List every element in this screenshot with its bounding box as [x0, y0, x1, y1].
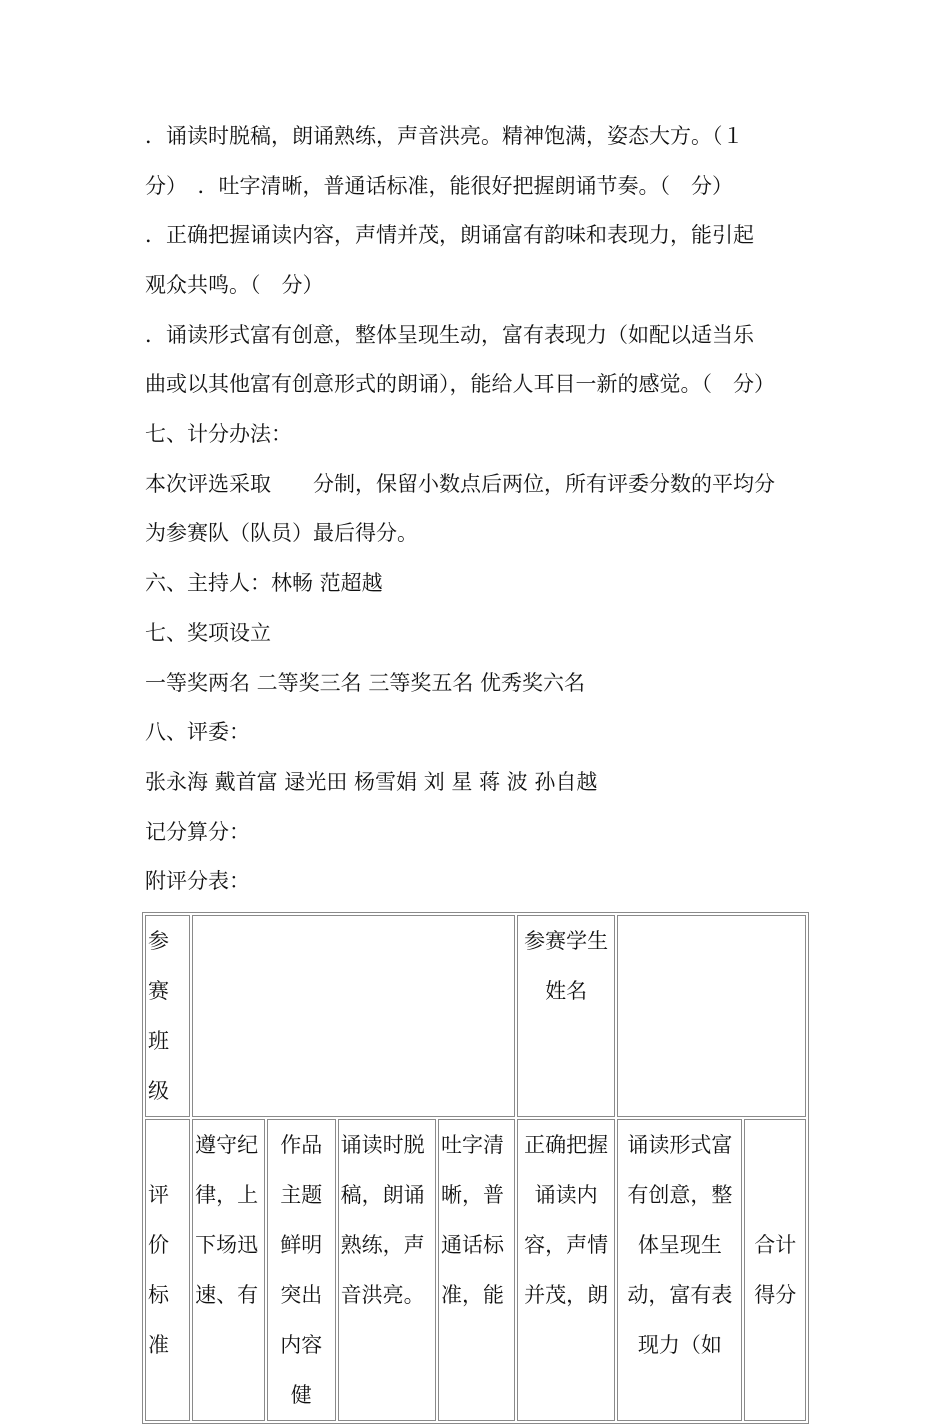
section-heading-judges: 八、评委：	[145, 720, 250, 744]
section-heading-scoring: 七、计分办法：	[145, 422, 292, 446]
text-line: 曲或以其他富有创意形式的朗诵），能给人耳目一新的感觉。（ 分）	[145, 372, 775, 396]
section-heading-awards: 七、奖项设立	[145, 621, 271, 645]
text-line: ．正确把握诵读内容，声情并茂，朗诵富有韵味和表现力，能引起	[145, 223, 754, 247]
judges-line: 张永海 戴首富 逯光田 杨雪娟 刘 星 蒋 波 孙自越	[145, 770, 598, 794]
criteria-cell-creativity: 诵读形式富有创意，整体呈现生动，富有表现力（如	[617, 1119, 742, 1421]
criteria-cell-discipline: 遵守纪律，上下场迅速、有	[192, 1119, 265, 1421]
criteria-label-cell: 评价标准	[145, 1119, 190, 1421]
student-value-cell[interactable]	[617, 915, 806, 1117]
student-label-cell: 参赛学生姓名	[517, 915, 615, 1117]
criteria-cell-theme: 作品主题鲜明突出内容健	[267, 1119, 336, 1421]
class-label-cell: 参赛班级	[145, 915, 190, 1117]
criteria-cell-fluency: 诵读时脱稿，朗诵熟练，声音洪亮。	[338, 1119, 436, 1421]
text-line: 分） ．吐字清晰，普通话标准，能很好把握朗诵节奏。（ 分）	[145, 174, 733, 198]
criteria-cell-pronunciation: 吐字清晰，普通话标准，能	[438, 1119, 515, 1421]
criteria-cell-expression: 正确把握诵读内容，声情并茂，朗	[517, 1119, 615, 1421]
hosts-line: 六、主持人：林畅 范超越	[145, 571, 383, 595]
text-line: 观众共鸣。（ 分）	[145, 273, 324, 297]
awards-line: 一等奖两名 二等奖三名 三等奖五名 优秀奖六名	[145, 671, 586, 695]
text-line: 记分算分：	[145, 820, 250, 844]
text-line: ．诵读形式富有创意，整体呈现生动，富有表现力（如配以适当乐	[145, 323, 754, 347]
text-line: 本次评选采取 分制，保留小数点后两位，所有评委分数的平均分	[145, 472, 775, 496]
text-line: ．诵读时脱稿，朗诵熟练，声音洪亮。精神饱满，姿态大方。（１	[145, 124, 744, 148]
total-score-label-cell: 合计得分	[744, 1119, 806, 1421]
text-line: 附评分表：	[145, 869, 250, 893]
score-table	[142, 912, 809, 1424]
text-line: 为参赛队（队员）最后得分。	[145, 521, 418, 545]
class-value-cell[interactable]	[192, 915, 515, 1117]
